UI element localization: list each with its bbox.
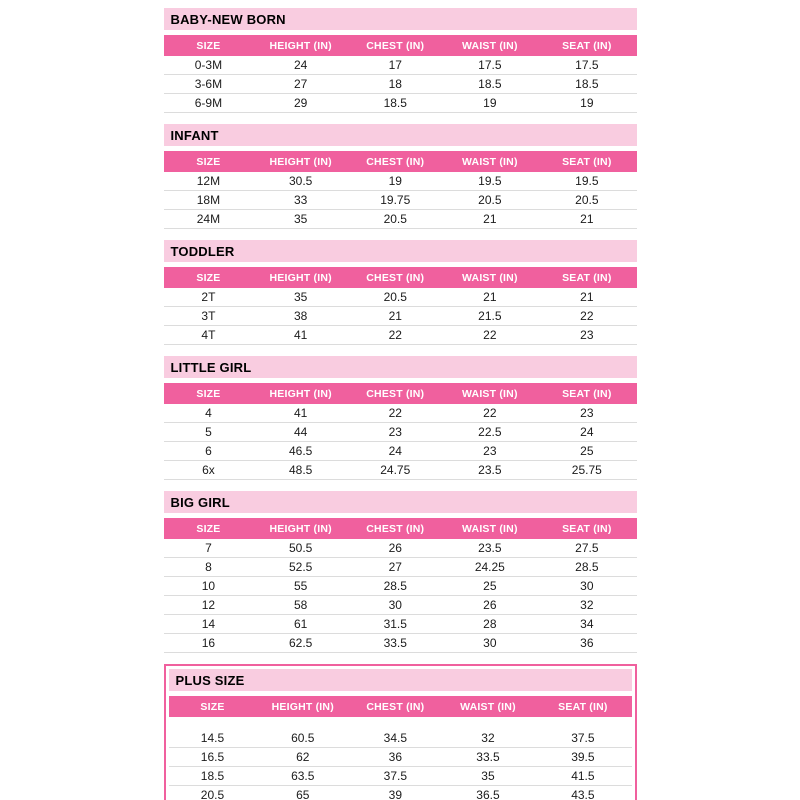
size-cell: 16 [164, 634, 254, 653]
measurement-cell: 33 [253, 191, 348, 210]
section-title: BIG GIRL [164, 491, 637, 513]
measurement-cell: 65 [256, 786, 349, 800]
measurement-cell: 37.5 [534, 717, 631, 748]
measurement-cell: 21 [443, 288, 538, 307]
column-header: HEIGHT (IN) [253, 151, 348, 172]
table-header-row [164, 383, 637, 404]
table-body [164, 539, 637, 653]
measurement-cell: 61 [253, 615, 348, 634]
measurement-cell: 23 [348, 423, 443, 442]
size-cell: 5 [164, 423, 254, 442]
column-header: SIZE [164, 383, 254, 404]
measurement-cell: 34.5 [349, 717, 442, 748]
measurement-cell: 37.5 [349, 767, 442, 786]
size-cell: 6x [164, 461, 254, 480]
table-header-row [164, 35, 637, 56]
section-title: TODDLER [164, 240, 637, 262]
measurement-cell: 50.5 [253, 539, 348, 558]
measurement-cell: 52.5 [253, 558, 348, 577]
measurement-cell: 17.5 [443, 56, 538, 75]
measurement-cell: 28.5 [537, 558, 636, 577]
measurement-cell: 26 [443, 596, 538, 615]
size-cell: 18M [164, 191, 254, 210]
measurement-cell: 30 [348, 596, 443, 615]
measurement-cell: 36.5 [442, 786, 535, 800]
column-header: SEAT (IN) [537, 151, 636, 172]
measurement-cell: 33.5 [348, 634, 443, 653]
column-header: HEIGHT (IN) [253, 35, 348, 56]
section-title: PLUS SIZE [169, 669, 632, 691]
measurement-cell: 58 [253, 596, 348, 615]
size-cell: 12M [164, 172, 254, 191]
table-row [164, 558, 637, 577]
column-header: CHEST (IN) [349, 696, 442, 717]
section-title: INFANT [164, 124, 637, 146]
measurement-cell: 43.5 [534, 786, 631, 800]
measurement-cell: 30 [443, 634, 538, 653]
measurement-cell: 21 [537, 210, 636, 229]
measurement-cell: 18.5 [537, 75, 636, 94]
measurement-cell: 21.5 [443, 307, 538, 326]
measurement-cell: 63.5 [256, 767, 349, 786]
table-row [164, 172, 637, 191]
table-body [164, 56, 637, 113]
measurement-cell: 21 [537, 288, 636, 307]
measurement-cell: 22 [348, 404, 443, 423]
measurement-cell: 26 [348, 539, 443, 558]
size-cell: 4 [164, 404, 254, 423]
size-table [169, 696, 632, 800]
column-header: SEAT (IN) [534, 696, 631, 717]
measurement-cell: 22 [443, 404, 538, 423]
section-title: BABY-NEW BORN [164, 8, 637, 30]
measurement-cell: 19 [537, 94, 636, 113]
measurement-cell: 29 [253, 94, 348, 113]
measurement-cell: 19 [348, 172, 443, 191]
measurement-cell: 30.5 [253, 172, 348, 191]
column-header: HEIGHT (IN) [256, 696, 349, 717]
column-header: HEIGHT (IN) [253, 267, 348, 288]
measurement-cell: 31.5 [348, 615, 443, 634]
column-header: SIZE [164, 518, 254, 539]
measurement-cell: 22 [348, 326, 443, 345]
column-header: CHEST (IN) [348, 518, 443, 539]
size-cell: 6 [164, 442, 254, 461]
measurement-cell: 25.75 [537, 461, 636, 480]
measurement-cell: 28 [443, 615, 538, 634]
measurement-cell: 23 [537, 404, 636, 423]
section-title: LITTLE GIRL [164, 356, 637, 378]
table-row [164, 577, 637, 596]
size-cell: 12 [164, 596, 254, 615]
measurement-cell: 20.5 [537, 191, 636, 210]
size-cell: 4T [164, 326, 254, 345]
table-body [164, 172, 637, 229]
measurement-cell: 22 [443, 326, 538, 345]
measurement-cell: 41 [253, 404, 348, 423]
size-section [164, 356, 637, 480]
measurement-cell: 21 [443, 210, 538, 229]
table-row [164, 539, 637, 558]
measurement-cell: 41.5 [534, 767, 631, 786]
size-section [164, 491, 637, 653]
measurement-cell: 23 [537, 326, 636, 345]
column-header: WAIST (IN) [443, 35, 538, 56]
column-header: SIZE [164, 267, 254, 288]
column-header: WAIST (IN) [443, 383, 538, 404]
measurement-cell: 38 [253, 307, 348, 326]
measurement-cell: 17 [348, 56, 443, 75]
column-header: CHEST (IN) [348, 383, 443, 404]
column-header: SIZE [164, 151, 254, 172]
measurement-cell: 32 [442, 717, 535, 748]
column-header: CHEST (IN) [348, 267, 443, 288]
column-header: SIZE [164, 35, 254, 56]
measurement-cell: 18 [348, 75, 443, 94]
table-header-row [169, 696, 632, 717]
size-cell: 3T [164, 307, 254, 326]
measurement-cell: 22.5 [443, 423, 538, 442]
size-cell: 0-3M [164, 56, 254, 75]
measurement-cell: 41 [253, 326, 348, 345]
measurement-cell: 48.5 [253, 461, 348, 480]
size-cell: 2T [164, 288, 254, 307]
measurement-cell: 30 [537, 577, 636, 596]
table-row [169, 786, 632, 800]
measurement-cell: 22 [537, 307, 636, 326]
table-row [164, 288, 637, 307]
table-header-row [164, 518, 637, 539]
measurement-cell: 23.5 [443, 461, 538, 480]
column-header: CHEST (IN) [348, 35, 443, 56]
measurement-cell: 36 [349, 748, 442, 767]
size-table [164, 518, 637, 653]
measurement-cell: 25 [443, 577, 538, 596]
measurement-cell: 28.5 [348, 577, 443, 596]
size-section [164, 8, 637, 113]
measurement-cell: 23 [443, 442, 538, 461]
measurement-cell: 19.75 [348, 191, 443, 210]
column-header: SEAT (IN) [537, 267, 636, 288]
measurement-cell: 35 [442, 767, 535, 786]
size-table [164, 151, 637, 229]
table-row [164, 596, 637, 615]
size-cell: 8 [164, 558, 254, 577]
size-table [164, 383, 637, 480]
measurement-cell: 25 [537, 442, 636, 461]
size-cell: 24M [164, 210, 254, 229]
measurement-cell: 39 [349, 786, 442, 800]
measurement-cell: 46.5 [253, 442, 348, 461]
column-header: SEAT (IN) [537, 35, 636, 56]
size-section [164, 240, 637, 345]
measurement-cell: 19.5 [443, 172, 538, 191]
table-row [169, 767, 632, 786]
table-body [169, 717, 632, 800]
table-row [164, 615, 637, 634]
measurement-cell: 62.5 [253, 634, 348, 653]
measurement-cell: 55 [253, 577, 348, 596]
measurement-cell: 24.25 [443, 558, 538, 577]
size-table [164, 35, 637, 113]
column-header: WAIST (IN) [443, 518, 538, 539]
measurement-cell: 24 [348, 442, 443, 461]
table-body [164, 288, 637, 345]
measurement-cell: 35 [253, 210, 348, 229]
table-row [164, 210, 637, 229]
table-row [164, 634, 637, 653]
size-cell: 20.5 [169, 786, 257, 800]
measurement-cell: 36 [537, 634, 636, 653]
table-body [164, 404, 637, 480]
table-row [164, 307, 637, 326]
measurement-cell: 60.5 [256, 717, 349, 748]
size-section [164, 664, 637, 800]
measurement-cell: 35 [253, 288, 348, 307]
measurement-cell: 17.5 [537, 56, 636, 75]
table-row [164, 56, 637, 75]
size-section [164, 124, 637, 229]
size-cell: 14 [164, 615, 254, 634]
size-chart-sections [164, 8, 637, 800]
column-header: HEIGHT (IN) [253, 518, 348, 539]
measurement-cell: 19 [443, 94, 538, 113]
size-cell: 14.5 [169, 717, 257, 748]
measurement-cell: 44 [253, 423, 348, 442]
measurement-cell: 32 [537, 596, 636, 615]
measurement-cell: 33.5 [442, 748, 535, 767]
measurement-cell: 24 [253, 56, 348, 75]
table-header-row [164, 267, 637, 288]
table-row [169, 748, 632, 767]
table-row [164, 75, 637, 94]
table-row [164, 191, 637, 210]
table-row [164, 404, 637, 423]
size-table [164, 267, 637, 345]
measurement-cell: 20.5 [348, 288, 443, 307]
column-header: WAIST (IN) [442, 696, 535, 717]
size-cell: 7 [164, 539, 254, 558]
measurement-cell: 23.5 [443, 539, 538, 558]
measurement-cell: 39.5 [534, 748, 631, 767]
table-header-row [164, 151, 637, 172]
size-cell: 18.5 [169, 767, 257, 786]
column-header: CHEST (IN) [348, 151, 443, 172]
column-header: SEAT (IN) [537, 518, 636, 539]
measurement-cell: 21 [348, 307, 443, 326]
measurement-cell: 18.5 [443, 75, 538, 94]
column-header: SEAT (IN) [537, 383, 636, 404]
column-header: SIZE [169, 696, 257, 717]
column-header: HEIGHT (IN) [253, 383, 348, 404]
measurement-cell: 24 [537, 423, 636, 442]
measurement-cell: 20.5 [443, 191, 538, 210]
table-row [169, 717, 632, 748]
column-header: WAIST (IN) [443, 267, 538, 288]
size-cell: 3-6M [164, 75, 254, 94]
measurement-cell: 27 [348, 558, 443, 577]
size-cell: 10 [164, 577, 254, 596]
size-cell: 16.5 [169, 748, 257, 767]
size-cell: 6-9M [164, 94, 254, 113]
measurement-cell: 62 [256, 748, 349, 767]
measurement-cell: 19.5 [537, 172, 636, 191]
column-header: WAIST (IN) [443, 151, 538, 172]
table-row [164, 94, 637, 113]
measurement-cell: 24.75 [348, 461, 443, 480]
measurement-cell: 27 [253, 75, 348, 94]
measurement-cell: 20.5 [348, 210, 443, 229]
measurement-cell: 18.5 [348, 94, 443, 113]
table-row [164, 442, 637, 461]
table-row [164, 326, 637, 345]
measurement-cell: 27.5 [537, 539, 636, 558]
table-row [164, 423, 637, 442]
table-row [164, 461, 637, 480]
measurement-cell: 34 [537, 615, 636, 634]
